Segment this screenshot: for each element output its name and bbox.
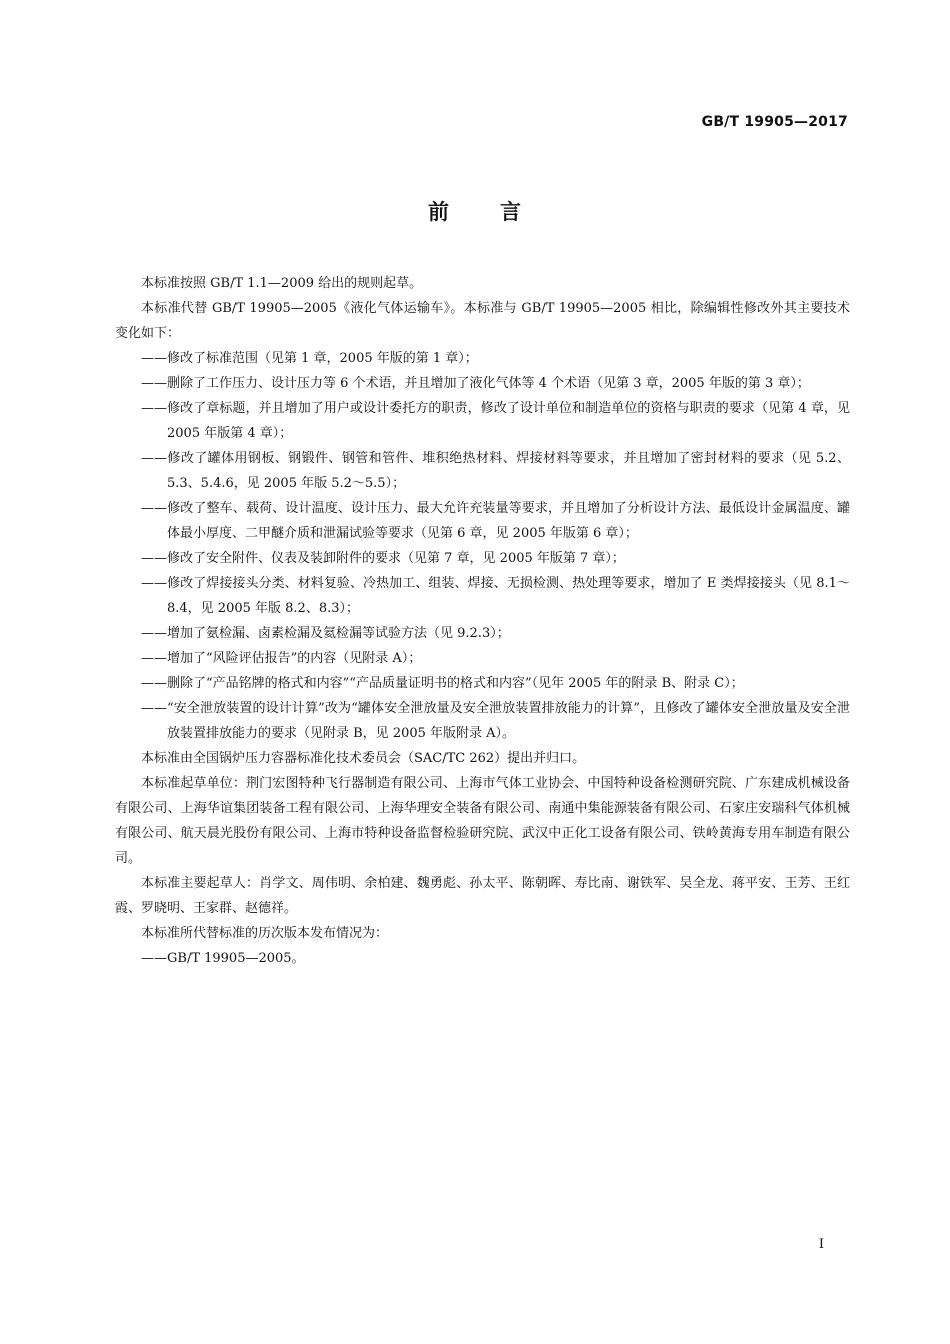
change-item: ——修改了罐体用钢板、钢锻件、钢管和管件、堆积绝热材料、焊接材料等要求，并且增加了密封材料的要求（见 5.2、5.3、5.4.6，见 2005 年版 5.2～5.5）； <box>141 451 850 491</box>
changes-list <box>115 346 850 746</box>
change-item: ——修改了标准范围（见第 1 章，2005 年版的第 1 章）； <box>141 351 478 366</box>
page-number: I <box>818 1237 824 1252</box>
paragraph-history-intro: 本标准所代替标准的历次版本发布情况为： <box>141 926 389 941</box>
title-char-1: 前 <box>428 200 450 224</box>
paragraph-replacement: 本标准代替 GB/T 19905—2005《液化气体运输车》。本标准与 GB/T 19905—2005 相比，除编辑性修改外其主要技术变化如下： <box>115 301 850 341</box>
change-item: ——“安全泄放装置的设计计算”改为“罐体安全泄放量及安全泄放装置排放能力的计算”，且修改了罐体安全泄放量及安全泄放装置排放能力的要求（见附录 B，见 2005 年版附录 A）。 <box>141 701 850 741</box>
change-item: ——修改了整车、载荷、设计温度、设计压力、最大允许充装量等要求，并且增加了分析设计方法、最低设计金属温度、罐体最小厚度、二甲醚介质和泄漏试验等要求（见第 6 章，见 2005 年版第 6 章）； <box>141 501 850 541</box>
paragraph-drafters: 本标准主要起草人：肖学文、周伟明、余柏建、魏勇彪、孙太平、陈朝晖、寿比南、谢铁军、吴全龙、蒋平安、王芳、王红霞、罗晓明、王家群、赵德祥。 <box>115 876 850 916</box>
standard-code-header: GB/T 19905—2017 <box>701 114 848 130</box>
change-item: ——删除了“产品铭牌的格式和内容”“产品质量证明书的格式和内容”（见年 2005 年的附录 B、附录 C）； <box>141 676 744 691</box>
change-item: ——修改了焊接接头分类、材料复验、冷热加工、组装、焊接、无损检测、热处理等要求，增加了 E 类焊接接头（见 8.1～8.4，见 2005 年版 8.2、8.3）； <box>141 576 850 616</box>
change-item: ——增加了氨检漏、卤素检漏及氦检漏等试验方法（见 9.2.3）； <box>141 626 510 641</box>
paragraph-drafting-units: 本标准起草单位：荆门宏图特种飞行器制造有限公司、上海市气体工业协会、中国特种设备检测研究院、广东建成机械设备有限公司、上海华谊集团装备工程有限公司、上海华理安全装备有限公司、南通中集能源装备有限公司、石家庄安瑞科气体机械有限公司、航天晨光股份有限公司、上海市特种设备监督检验研究院、武汉中正化工设备有限公司、铁岭黄海专用车制造有限公司。 <box>115 776 850 866</box>
paragraph-proposer: 本标准由全国锅炉压力容器标准化技术委员会（SAC/TC 262）提出并归口。 <box>141 751 586 766</box>
change-item: ——删除了工作压力、设计压力等 6 个术语，并且增加了液化气体等 4 个术语（见第 3 章，2005 年版的第 3 章）； <box>141 376 810 391</box>
change-item: ——增加了“风险评估报告”的内容（见附录 A）； <box>141 651 422 666</box>
title-char-2: 言 <box>500 200 522 224</box>
paragraph-drafting-rules: 本标准按照 GB/T 1.1—2009 给出的规则起草。 <box>141 276 423 291</box>
foreword-body <box>115 271 850 971</box>
page-title <box>0 196 950 226</box>
change-item: ——修改了章标题，并且增加了用户或设计委托方的职责，修改了设计单位和制造单位的资格与职责的要求（见第 4 章，见 2005 年版第 4 章）； <box>141 401 850 441</box>
history-item: ——GB/T 19905—2005。 <box>141 951 305 966</box>
change-item: ——修改了安全附件、仪表及装卸附件的要求（见第 7 章，见 2005 年版第 7 章）； <box>141 551 625 566</box>
